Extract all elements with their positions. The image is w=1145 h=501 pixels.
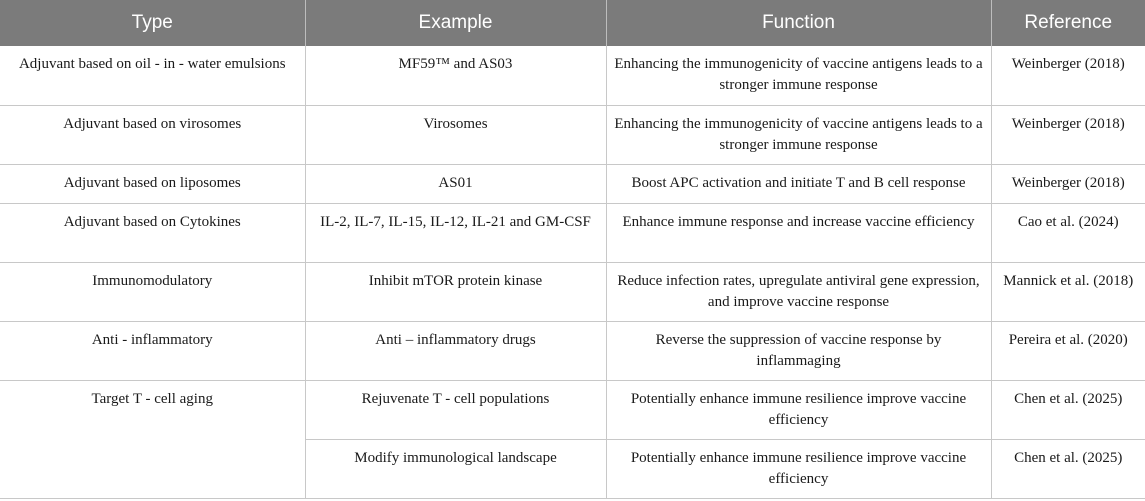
cell-reference: Mannick et al. (2018): [991, 262, 1145, 321]
header-reference: Reference: [991, 0, 1145, 46]
cell-function: Enhance immune response and increase vaccine efficiency: [606, 203, 991, 262]
cell-reference: Pereira et al. (2020): [991, 321, 1145, 380]
header-row: [0, 0, 1145, 46]
table-row: [0, 105, 1145, 164]
cell-function: Enhancing the immunogenicity of vaccine antigens leads to a stronger immune response: [606, 105, 991, 164]
cell-function: Reverse the suppression of vaccine response by inflammaging: [606, 321, 991, 380]
cell-example: Anti – inflammatory drugs: [305, 321, 606, 380]
cell-reference: Chen et al. (2025): [991, 380, 1145, 439]
header-function: Function: [606, 0, 991, 46]
cell-reference: Weinberger (2018): [991, 105, 1145, 164]
cell-example: Inhibit mTOR protein kinase: [305, 262, 606, 321]
cell-type: Target T - cell aging: [0, 380, 305, 498]
header-type: Type: [0, 0, 305, 46]
cell-type: Immunomodulatory: [0, 262, 305, 321]
cell-function: Enhancing the immunogenicity of vaccine antigens leads to a stronger immune response: [606, 46, 991, 105]
cell-type: Adjuvant based on oil - in - water emulsions: [0, 46, 305, 105]
cell-example: IL-2, IL-7, IL-15, IL-12, IL-21 and GM-CSF: [305, 203, 606, 262]
cell-type: Anti - inflammatory: [0, 321, 305, 380]
cell-example: Virosomes: [305, 105, 606, 164]
cell-reference: Weinberger (2018): [991, 164, 1145, 203]
cell-type: Adjuvant based on virosomes: [0, 105, 305, 164]
cell-function: Boost APC activation and initiate T and B cell response: [606, 164, 991, 203]
cell-example: MF59™ and AS03: [305, 46, 606, 105]
table-row: [0, 380, 1145, 439]
header-example: Example: [305, 0, 606, 46]
cell-reference: Cao et al. (2024): [991, 203, 1145, 262]
cell-function: Potentially enhance immune resilience improve vaccine efficiency: [606, 380, 991, 439]
cell-type: Adjuvant based on liposomes: [0, 164, 305, 203]
table-row: [0, 203, 1145, 262]
cell-example: AS01: [305, 164, 606, 203]
cell-example: Rejuvenate T - cell populations: [305, 380, 606, 439]
cell-reference: Chen et al. (2025): [991, 439, 1145, 498]
cell-reference: Weinberger (2018): [991, 46, 1145, 105]
table-row: [0, 321, 1145, 380]
cell-example: Modify immunological landscape: [305, 439, 606, 498]
table-row: [0, 164, 1145, 203]
table-row: [0, 46, 1145, 105]
cell-type: Adjuvant based on Cytokines: [0, 203, 305, 262]
table-row: [0, 262, 1145, 321]
cell-function: Reduce infection rates, upregulate antiviral gene expression, and improve vaccine response: [606, 262, 991, 321]
cell-function: Potentially enhance immune resilience improve vaccine efficiency: [606, 439, 991, 498]
